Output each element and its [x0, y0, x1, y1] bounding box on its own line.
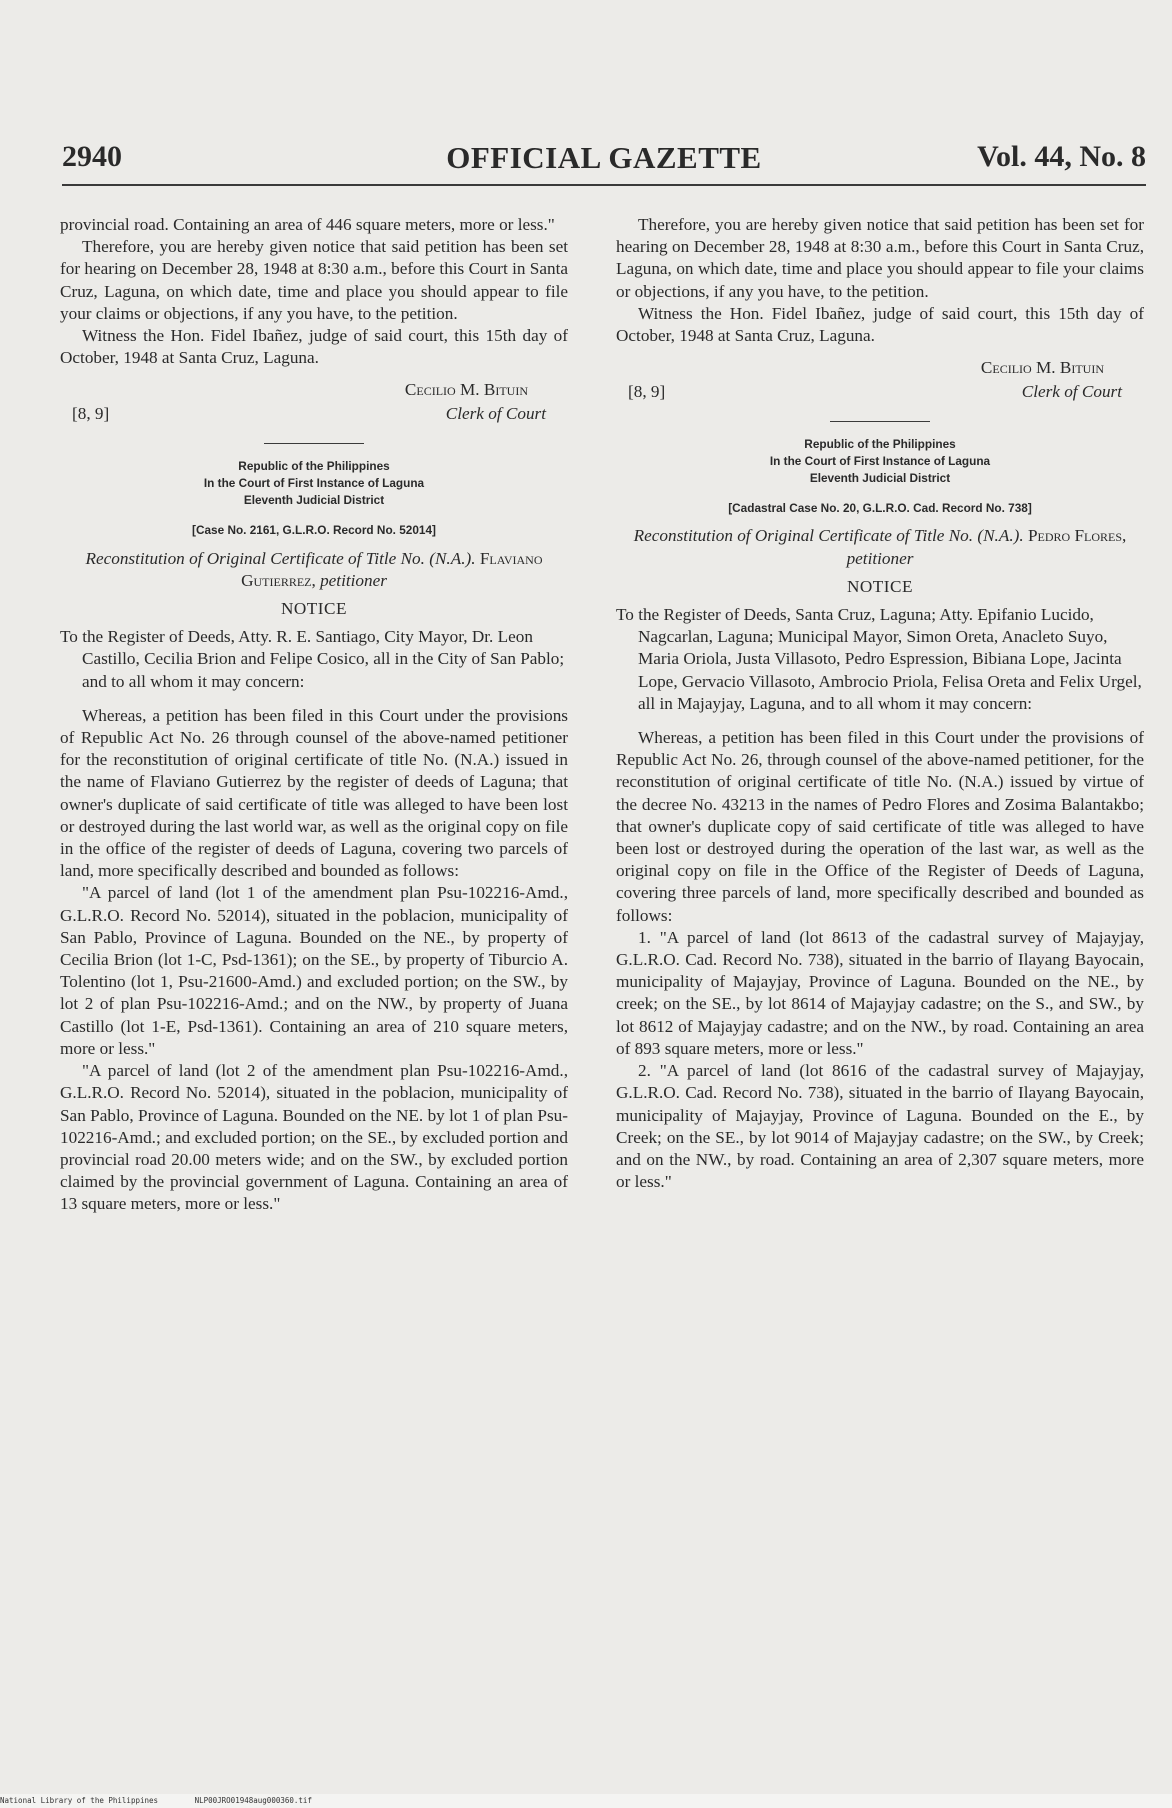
court-line: Republic of the Philippines	[238, 459, 390, 474]
court-line: Eleventh Judicial District	[809, 471, 951, 486]
petitioner-name: Pedro Flores,	[1027, 526, 1127, 546]
paragraph: Whereas, a petition has been filed in this Court under the provisions of Republic Act No. 26, through counsel of the above-named petitioner, for the reconstitution of original certificate of title No. (N.A.) issued by virtue of the decree No. 43213 in the names of Pedro Flores and Zosima Balantakbo; that owner's duplicate copy of said certificate of title was alleged to have been lost or destroyed during the operation of the last war, as well as the original copy on file in the Office of the Register of Deeds of Laguna, covering three parcels of land, more specifically described and bounded as follows:	[616, 728, 1144, 925]
section-divider	[264, 443, 364, 444]
parcel-description: "A parcel of land (lot 2 of the amendment plan Psu-102216-Amd., G.L.R.O. Record No. 52014), situated in the poblacion, municipality of San Pablo, Province of Laguna. Bounded on the NE. by lot 1 of plan Psu-102216-Amd.; and excluded portion; on the SE., by excluded portion and provincial road 20.00 meters wide; and on the SW., by excluded portion claimed by the provincial government of Laguna. Containing an area of 13 square meters, more or less."	[60, 1061, 568, 1214]
case-title	[616, 525, 1144, 569]
case-subject: Reconstitution of Original Certificate of Title No. (N.A.).	[633, 526, 1024, 546]
signature-block	[616, 357, 1144, 405]
petitioner-name: Flaviano Gutierrez,	[241, 548, 543, 590]
signatory-title: Clerk of Court	[445, 404, 546, 424]
scan-filename: NLP00JRO01948aug000360.tif	[194, 1796, 312, 1805]
court-line: Eleventh Judicial District	[243, 493, 385, 508]
signatory-title: Clerk of Court	[1021, 382, 1122, 402]
court-line: Republic of the Philippines	[804, 437, 956, 452]
parcel-description: 1. "A parcel of land (lot 8613 of the cadastral survey of Majayjay, G.L.R.O. Cad. Record No. 738), situated in the barrio of Ilayang Bayocain, municipality of Majayjay, Province of Laguna. Bounded on the NE., by creek; on the SE., by lot 8614 of Majayjay cadastre; on the S., and SW., by lot 8612 of Majayjay cadastre; and on the NW., by road. Containing an area of 893 square meters, more or less."	[616, 927, 1144, 1058]
addressees: To the Register of Deeds, Santa Cruz, Laguna; Atty. Epifanio Lucido, Nagcarlan, Laguna; Municipal Mayor, Simon Oreta, Anacleto Suyo, Maria Oriola, Justa Villasoto, Pedro Espression, Bibiana Lope, Jacinta Lope, Gervacio Villasoto, Ambrocio Priola, Felisa Oreta and Felix Urgel, all in Majayjay, Laguna, and to all whom it may concern:	[616, 605, 1142, 713]
library-credit: National Library of the Philippines	[0, 1796, 159, 1805]
paragraph: provincial road. Containing an area of 446 square meters, more or less."	[60, 215, 555, 234]
left-column	[60, 214, 568, 1216]
court-line: In the Court of First Instance of Laguna	[203, 476, 425, 491]
signatory-name: Cecilio M. Bituin	[404, 380, 528, 400]
court-line: In the Court of First Instance of Laguna	[769, 454, 991, 469]
issue-reference: [8, 9]	[72, 404, 110, 424]
paragraph: Whereas, a petition has been filed in this Court under the provisions of Republic Act No. 26 through counsel of the above-named petitioner for the reconstitution of original certificate of title No. (N.A.) issued in the name of Flaviano Gutierrez by the register of deeds of Laguna; that owner's duplicate of said certificate of title was alleged to have been lost or destroyed during the last world war, as well as the original copy on file in the office of the register of deeds of Laguna, covering two parcels of land, more specifically described and bounded as follows:	[60, 705, 568, 881]
court-heading	[60, 458, 568, 509]
page-number: 2940	[62, 140, 122, 173]
paragraph: Witness the Hon. Fidel Ibañez, judge of said court, this 15th day of October, 1948 at Santa Cruz, Laguna.	[60, 326, 568, 368]
petitioner-role: petitioner	[320, 570, 387, 590]
notice-heading: NOTICE	[280, 599, 347, 619]
section-divider	[830, 421, 930, 422]
scan-footer	[0, 1794, 1172, 1808]
notice-heading: NOTICE	[846, 576, 913, 596]
petitioner-role: petitioner	[846, 548, 914, 568]
court-heading	[616, 436, 1144, 487]
parcel-description: "A parcel of land (lot 1 of the amendment plan Psu-102216-Amd., G.L.R.O. Record No. 52014), situated in the poblacion, municipality of San Pablo, Province of Laguna. Bounded on the NE., by property of Cecilia Brion (lot 1-C, Psd-1361); on the SE., by property of Tiburcio A. Tolentino (lot 1, Psu-21600-Amd.) and excluded portion; on the SW., by lot 2 of plan Psu-102216-Amd.; and on the NW., by property of Juana Castillo (lot 1-E, Psd-1361). Containing an area of 210 square meters, more or less."	[60, 883, 568, 1058]
parcel-description: 2. "A parcel of land (lot 8616 of the cadastral survey of Majayjay, G.L.R.O. Cad. Record No. 738), situated in the barrio of Ilayang Bayocain, municipality of Majayjay, Province of Laguna. Bounded on the E., by Creek; on the SE., by lot 9014 of Majayjay cadastre; on the SW., by Creek; and on the NW., by road. Containing an area of 2,307 square meters, more or less."	[616, 1061, 1144, 1192]
paragraph: Therefore, you are hereby given notice that said petition has been set for hearing on December 28, 1948 at 8:30 a.m., before this Court in Santa Cruz, Laguna, on which date, time and place you should appear to file your claims or objections, if any you have, to the petition.	[60, 237, 568, 323]
volume-number: Vol. 44, No. 8	[977, 140, 1146, 173]
addressees: To the Register of Deeds, Atty. R. E. Santiago, City Mayor, Dr. Leon Castillo, Cecilia Brion and Felipe Cosico, all in the City of San Pablo; and to all whom it may concern:	[60, 627, 565, 691]
paragraph: Therefore, you are hereby given notice that said petition has been set for hearing on December 28, 1948 at 8:30 a.m., before this Court in Santa Cruz, Laguna, on which date, time and place you should appear to file your claims or objections, if any you have, to the petition.	[616, 215, 1144, 301]
issue-reference: [8, 9]	[628, 382, 666, 402]
case-number: [Cadastral Case No. 20, G.L.R.O. Cad. Record No. 738]	[728, 501, 1032, 516]
case-number: [Case No. 2161, G.L.R.O. Record No. 52014]	[192, 523, 436, 538]
signature-block	[60, 379, 568, 427]
signatory-name: Cecilio M. Bituin	[980, 358, 1104, 378]
page-header	[62, 140, 1146, 186]
right-column	[616, 214, 1144, 1193]
case-title	[60, 548, 568, 592]
paragraph: Witness the Hon. Fidel Ibañez, judge of said court, this 15th day of October, 1948 at Santa Cruz, Laguna.	[616, 303, 1144, 346]
publication-title: OFFICIAL GAZETTE	[446, 140, 762, 175]
case-subject: Reconstitution of Original Certificate of Title No. (N.A.).	[85, 548, 476, 568]
